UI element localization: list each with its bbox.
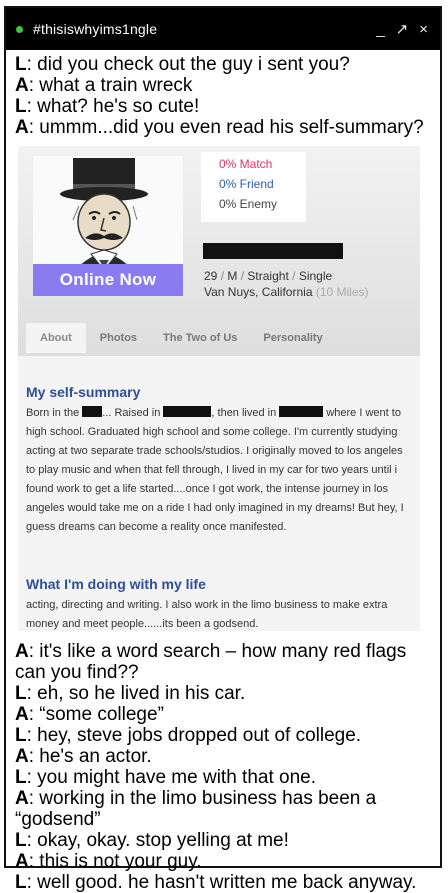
chat-messages-bottom [6, 631, 440, 893]
friend-score: 0% Friend [219, 177, 274, 191]
chat-message [15, 725, 440, 746]
relationship-status: Single [298, 269, 333, 283]
speaker-label: A [15, 851, 29, 872]
self-summary-title: My self-summary [26, 384, 141, 400]
chat-window [4, 6, 442, 893]
doing-with-life-title: What I'm doing with my life [26, 576, 206, 592]
age: 29 [204, 269, 218, 283]
speaker-label: A [15, 641, 29, 662]
chat-message [15, 641, 440, 683]
chat-message [15, 96, 440, 117]
message-text: : well good. he hasn't written me back anyway. [26, 872, 417, 893]
distance: (10 Miles) [315, 285, 369, 299]
expand-icon[interactable]: ↗ [395, 20, 409, 38]
chat-message [15, 767, 440, 788]
gender: M [227, 269, 238, 283]
speaker-label: L [15, 830, 27, 851]
doing-with-life-section [26, 576, 414, 631]
speaker-label: L [15, 683, 27, 704]
minimize-icon[interactable]: _ [376, 20, 385, 38]
speaker-label: L [15, 725, 27, 746]
doing-with-life-text: acting, directing and writing. I also work in the limo business to make extra money and meet people......its been a godsend. [26, 599, 388, 630]
message-text: : hey, steve jobs dropped out of college. [26, 725, 362, 746]
enemy-score: 0% Enemy [219, 197, 278, 211]
tab-photos[interactable]: Photos [99, 332, 138, 344]
message-text: : he's an actor. [28, 746, 152, 767]
profile-tabs [26, 323, 337, 353]
match-score: 0% Match [219, 157, 273, 171]
message-text: : it's like a word search – how many red flags can you find?? [15, 641, 407, 683]
self-summary-section [26, 384, 414, 537]
speaker-label: L [15, 96, 27, 117]
chat-message [15, 683, 440, 704]
message-text: : did you check out the guy i sent you? [26, 54, 350, 75]
message-text: : okay, okay. stop yelling at me! [26, 830, 289, 851]
chat-message [15, 788, 440, 830]
speaker-label: A [15, 746, 29, 767]
chat-message [15, 117, 440, 138]
chat-message [15, 851, 440, 872]
speaker-label: A [15, 117, 29, 138]
speaker-label: L [15, 767, 27, 788]
online-status-icon [16, 26, 23, 33]
speaker-label: A [15, 788, 29, 809]
speaker-label: L [15, 54, 27, 75]
close-icon[interactable]: × [419, 20, 428, 38]
speaker-label: A [15, 75, 29, 96]
message-text: : what a train wreck [28, 75, 193, 96]
title-bar [6, 8, 440, 50]
chat-message [15, 872, 440, 893]
profile-screenshot [18, 146, 420, 631]
redacted-username [203, 243, 343, 259]
profile-location [204, 284, 369, 300]
online-now-badge: Online Now [33, 264, 183, 296]
window-title: #thisiswhyims1ngle [33, 21, 158, 37]
chat-messages-top [6, 50, 440, 138]
profile-details [204, 268, 369, 300]
orientation: Straight [247, 269, 289, 283]
message-text: : ummm...did you even read his self-summary? [28, 117, 424, 138]
redacted-text [279, 406, 323, 417]
chat-message [15, 746, 440, 767]
self-summary-text: Born in the ... Raised in , then lived in where I went to high school. Graduated high school and some college. I'm currently studying acting at two separate trade schools/studios. I originally moved to los angeles to play music and when that fell through, I lived in my car for two years until i found work to get a life started....once I got work, the intense journey in los angeles would take me on a ride I had only imagined in my dreams! But hey, I guess dreams can become a reality once manifested. [26, 407, 404, 533]
tab-two-of-us[interactable]: The Two of Us [163, 332, 238, 344]
chat-message [15, 704, 440, 725]
chat-message [15, 75, 440, 96]
tab-personality[interactable]: Personality [263, 332, 323, 344]
chat-message [15, 830, 440, 851]
message-text: : working in the limo business has been a “godsend” [15, 788, 377, 830]
message-text: : this is not your guy. [28, 851, 202, 872]
chat-message [15, 54, 440, 75]
location: Van Nuys, California [204, 285, 313, 299]
message-text: : “some college” [28, 704, 164, 725]
redacted-text [82, 406, 102, 417]
profile-stats: 29 / M / Straight / Single [204, 269, 333, 283]
tab-about[interactable]: About [26, 323, 86, 353]
speaker-label: L [15, 872, 27, 893]
message-text: : you might have me with that one. [26, 767, 316, 788]
compatibility-scores [201, 152, 306, 222]
redacted-text [163, 406, 211, 417]
speaker-label: A [15, 704, 29, 725]
message-text: : what? he's so cute! [26, 96, 200, 117]
message-text: : eh, so he lived in his car. [26, 683, 246, 704]
